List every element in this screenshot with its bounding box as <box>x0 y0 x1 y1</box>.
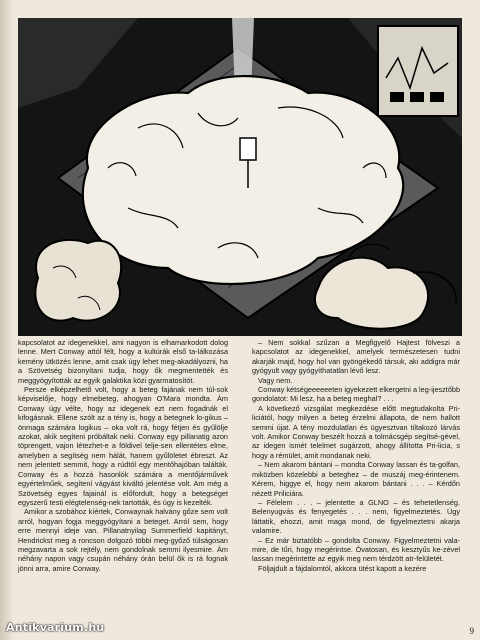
paragraph: Conway kétségeeeeeeten igyekezett elkergetni a leg-ijesztőbb gondolatot: Mi lesz, ha a beteg meghal? . . . <box>252 385 461 404</box>
paragraph: – Nem akarom bántani – mondta Conway lassan és ta-golfan, miközben közelebbi a beteghez – de muszáj meg-érintenem. Kérem, higgye el, hogy nem akarom bántani . . . – Kérdőn nézett Priliciára. <box>252 460 460 498</box>
page-number: 9 <box>469 626 474 636</box>
paragraph: Amikor a szobához kíértek, Conwaynak halvány gőze sem volt arról, hogyan fogja meggyógyítani a beteget. Arról sem, hogy erre mennyi ideje van. Pillanatnyilag Summerfield kapitányt, Hendrickst meg a roncson dolgozó többi meg-győző túlságosan megzavarta a sok rejtély, nem gondolnak semmi ilyesmire. Ám néhány napon vagy csupán néhány órán belül ők is rá fognak jönni arra, amire Conway. <box>18 507 228 573</box>
article-column-left <box>18 338 228 573</box>
paragraph: Persze elképzelhető volt, hogy a beteg fajának nem túl-sok képviselője, hogy elmebeteg, ahogyan O'Mara mondta. Ám Conway úgy vélte, hogy az idegenek ezt nem fogadnák el kifogásnak. Ellene szólt az a tény is, hogy a betegnek lo-gikus – önmaga számára logikus – oka volt rá, hogy fétjen és gyűlölje azokat, akik segíteni próbáltak neki. Conway egy pillanatig azon töprengett, vajon létezhet-e a földivel telje-sen ellentétes elme, amelyben a segítség nem hálát, hanem gyűlöletet ébreszt. Az nem jelentett semmit, hogy a rúdtól egy mentőhajóban találták. Conway és a hozzá hasonlók számára a mentőjárművek egyértelműek, segítení vágyást kiváltó jelentése volt. Am még a Szövetség egyes fajainál is előfordult, hogy a betegséget egyszerű testi elégtelenség-nek tartották, és úgy is kezelték. <box>18 385 228 507</box>
paragraph: – Félelem . . . – jelentette a GLNO – és tehetetlenség. Belenyugvás és fenyegetés . . . nem, figyelmeztetés. Úgy láttatik, ehozzi, amit maga mond, de figyelmeztetni akarja valamire. <box>252 497 460 536</box>
paragraph: – Nem sokkal szűzan a Megfigyelő Hajtest fölveszi a kapcsolatot az idegenekkel, amelyek természetesen tudni akarják majd, hogy hol van gyöngékedő társuk, aki addigra már gyógyult vagy gyógyíthatatlan lévő lesz. <box>252 338 460 376</box>
paragraph: A következő vizsgálat megkezdése előtt megtudakolta Pri-liciától, hogy milyen a beteg érzelmi állapota, de nem hallott semmi újat. A tény mozdulatlan és ügyesztvan tiltakozó lárvás volt. Amikor Conway beszélt hozzá a tolmácsgép segítsé-gével, az idegen ismét telelmet sugárzott, ahogy állította Pri-licia, s hogy a rémület, amit mondanak neki. <box>252 403 460 460</box>
page-spine-shadow <box>0 0 14 640</box>
paragraph: Vagy nem. <box>258 375 293 385</box>
watermark: Antikvarium.hu <box>6 621 105 634</box>
paragraph: Följajdult a fájdalomtól, akkora ütést kapott a kezére <box>258 563 427 573</box>
paragraph: – Ez már biztatóbb – gondolta Conway. Figyelmeztetni vala-mire, de tűri, hogy megérintse. Óvatosan, és kesztyűs ke-zével lassan megérintette az egyik meg nem térdzött atr-felületét. <box>252 535 460 564</box>
paragraph: kapcsolatot az idegenekkel, ami nagyon is elhamarkodott dolog lenne. Mert Conway attól félt, hogy a kultúrák első ta-lálkozása kemény ütközés lenne, amit csak úgy lehet meg-akadályozni, ha a Szövetség bizonyítani tudja, hogy ők megmentették és meggyógyították az egyik galaktika közi gyarmatosítót. <box>18 338 228 385</box>
illustration <box>18 18 462 336</box>
article-column-right <box>252 338 460 573</box>
alien-patient-illustration <box>18 18 462 336</box>
